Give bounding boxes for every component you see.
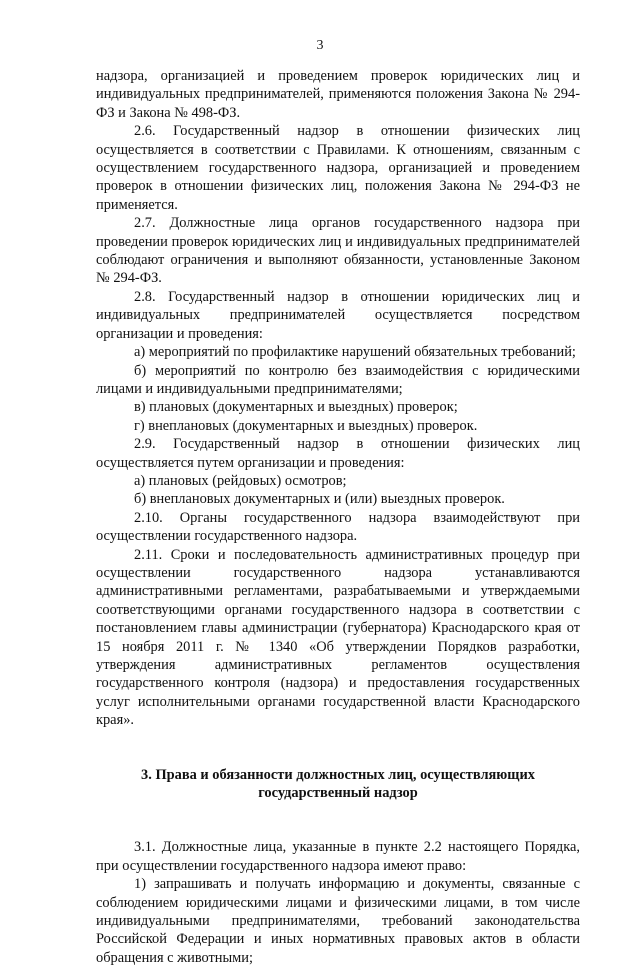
document-body (96, 67, 580, 967)
list-item-2-8-g: г) внеплановых (документарных и выездных) проверок. (134, 417, 478, 434)
paragraph-2-9: 2.9. Государственный надзор в отношении физических лиц осуществляется путем организации и проведения: (96, 436, 580, 471)
paragraph-2-7: 2.7. Должностные лица органов государственного надзора при проведении проверок юридических лиц и индивидуальных предпринимателей соблюдают ограничения и выполняют обязанности, установленные Законом № 294-ФЗ. (96, 215, 580, 287)
paragraph-2-8: 2.8. Государственный надзор в отношении юридических лиц и индивидуальных предпринимателей осуществляется посредством организации и проведения: (96, 288, 580, 342)
list-item-2-8-b: б) мероприятий по контролю без взаимодействия с юридическими лицами и индивидуальными предпринимателями; (96, 362, 580, 397)
paragraph-3-1: 3.1. Должностные лица, указанные в пункте 2.2 настоящего Порядка, при осуществлении государственного надзора имеют право: (96, 839, 580, 874)
page-number: 3 (316, 38, 324, 53)
paragraph-continuation: надзора, организацией и проведением проверок юридических лиц и индивидуальных предпринимателей, применяются положения Закона № 294-ФЗ и Закона № 498-ФЗ. (96, 68, 580, 121)
list-item-2-8-a: а) мероприятий по профилактике нарушений обязательных требований; (134, 344, 576, 361)
paragraph-2-10: 2.10. Органы государственного надзора взаимодействуют при осуществлении государственного надзора. (96, 509, 580, 545)
list-item-2-9-a: а) плановых (рейдовых) осмотров; (134, 472, 347, 489)
paragraph-2-11: 2.11. Сроки и последовательность административных процедур при осуществлении государственного надзора устанавливаются административными регламентами, разрабатываемыми и утверждаемыми соответствующими органами государственного надзора в соответствии с постановлением главы администрации (губернатора) Краснодарского края от 15 ноября 2011 г. № 1340 «Об утверждении Порядков разработки, утверждения административных регламентов осуществления государственного контроля (надзора) и предоставления государственных услуг исполнительными органами государственной власти Краснодарского края». (96, 546, 580, 729)
section-3-heading (96, 766, 580, 803)
list-item-3-1-1: 1) запрашивать и получать информацию и документы, связанные с соблюдением юридическими лицами и физическими лицами, в том числе индивидуальными предпринимателями, требований законодательства Российской Федерации и иных нормативных правовых актов в области обращения с животными; (96, 876, 580, 966)
section-3-heading-line1: 3. Права и обязанности должностных лиц, осуществляющих (141, 766, 535, 783)
list-item-2-8-v: в) плановых (документарных и выездных) проверок; (134, 399, 458, 416)
list-item-2-9-b: б) внеплановых документарных и (или) выездных проверок. (134, 491, 505, 508)
section-3-heading-line2: государственный надзор (258, 785, 418, 802)
paragraph-2-6: 2.6. Государственный надзор в отношении физических лиц осуществляется в соответствии с Правилами. К отношениям, связанным с осуществлением государственного надзора, организацией и проведением проверок в отношении физических лиц, положения Закона № 294-ФЗ не применяется. (96, 123, 580, 213)
